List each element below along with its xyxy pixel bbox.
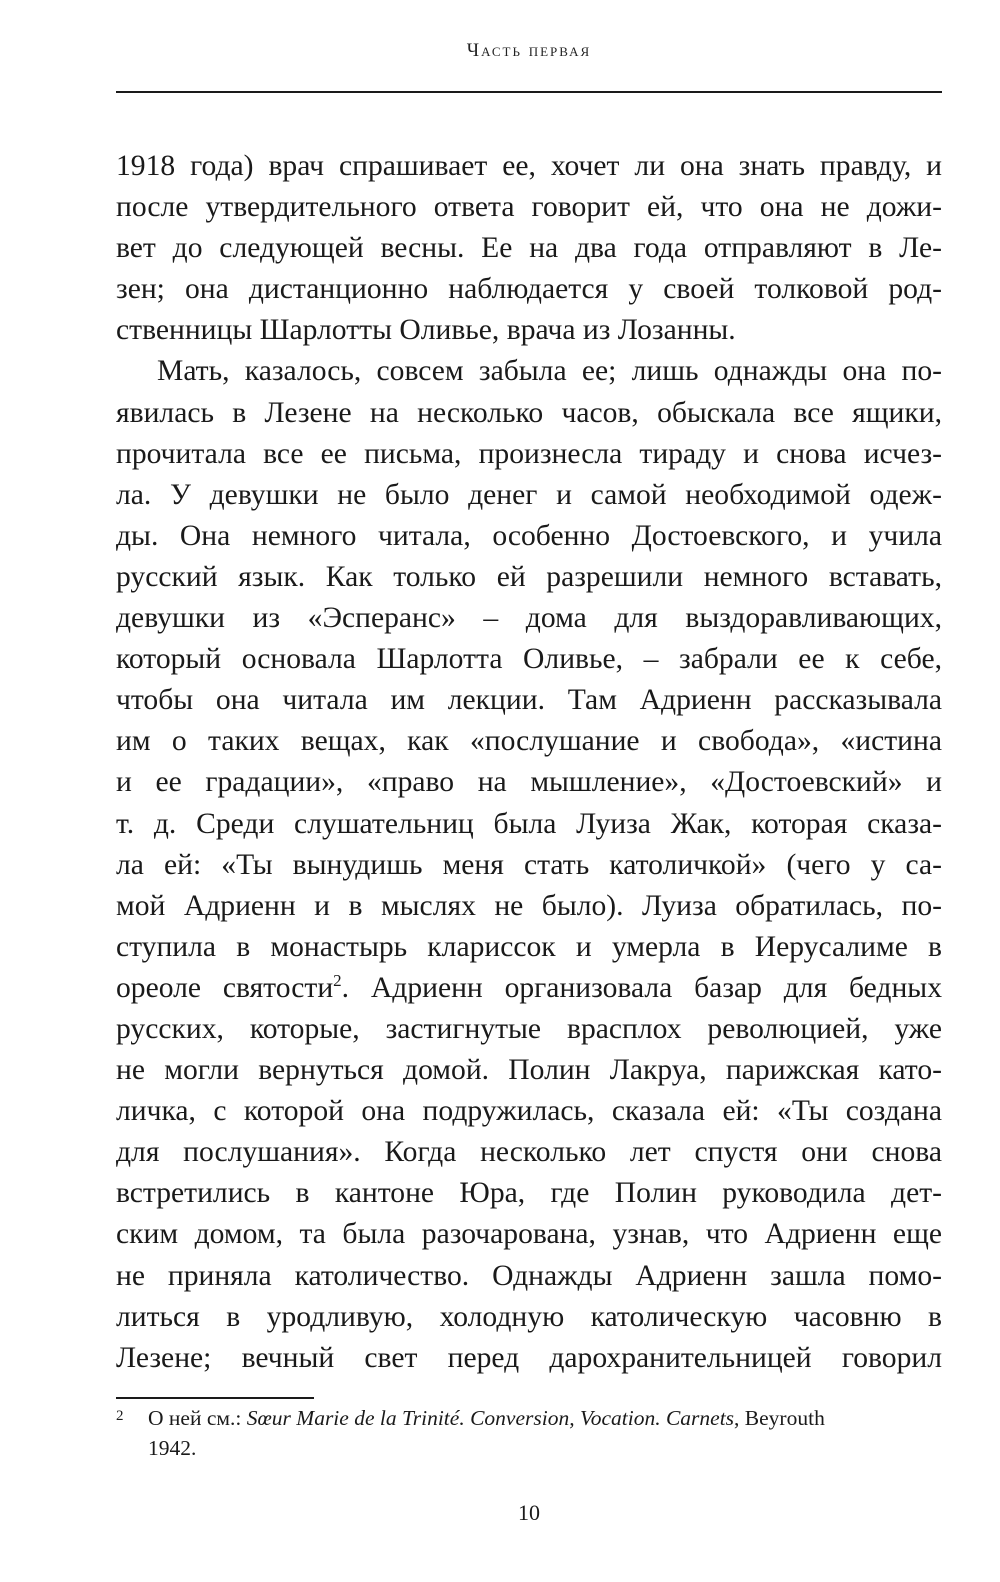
text-line: личка, с которой она подружилась, сказала ей: «Ты создана (116, 1095, 942, 1128)
text-segment: . Адриенн организовала базар для бедных (341, 971, 942, 1004)
body-text (116, 146, 942, 1379)
running-head: Часть первая (466, 40, 592, 61)
text-line: им о таких вещах, как «послушание и свобода», «истина (116, 725, 942, 758)
text-line: русских, которые, застигнутые врасплох революцией, уже (116, 1012, 942, 1045)
text-line: для послушания». Когда несколько лет спустя они снова (116, 1136, 942, 1169)
text-line: ды. Она немного читала, особенно Достоевского, и учила (116, 519, 942, 552)
text-line: прочитала все ее письма, произнесла тираду и снова исчез- (116, 437, 942, 470)
text-line: ственницы Шарлотты Оливье, врача из Лозанны. (116, 314, 736, 347)
text-line: чтобы она читала им лекции. Там Адриенн рассказывала (116, 684, 942, 717)
page-number: 10 (518, 1500, 540, 1525)
footnote-suffix: , Beyrouth (734, 1406, 825, 1430)
paragraph-first-line: Мать, казалось, совсем забыла ее; лишь однажды она по- (157, 355, 942, 388)
text-line: ла. У девушки не было денег и самой необходимой одеж- (116, 478, 942, 511)
text-line: т. д. Среди слушательниц была Луиза Жак, которая сказа- (116, 807, 942, 840)
text-segment: ореоле святости (116, 971, 334, 1004)
text-line: встретились в кантоне Юра, где Полин руководила дет- (116, 1177, 942, 1210)
text-line: русский язык. Как только ей разрешили немного вставать, (116, 560, 942, 593)
text-line: ским домом, та была разочарована, узнав, что Адриенн еще (116, 1218, 942, 1251)
text-line: девушки из «Эсперанс» – дома для выздоравливающих, (116, 602, 942, 635)
text-line: литься в уродливую, холодную католическую часовню в (116, 1300, 942, 1333)
text-line: после утвердительного ответа говорит ей, что она не дожи- (116, 191, 942, 224)
footnote-prefix: О ней см.: (148, 1406, 247, 1430)
text-line: мой Адриенн и в мыслях не было). Луиза обратилась, по- (116, 889, 942, 922)
text-line: Лезене; вечный свет перед дарохранительницей говорил (116, 1341, 942, 1374)
footnote-year: 1942. (148, 1435, 197, 1460)
footnote (116, 1404, 942, 1463)
text-line: вет до следующей весны. Ее на два года отправляют в Ле- (116, 232, 942, 265)
footnote-mark: 2 (116, 1408, 124, 1424)
footnote-source-title: Sœur Marie de la Trinité. Conversion, Vocation. Carnets (246, 1406, 735, 1430)
text-line: не приняла католичество. Однажды Адриенн зашла помо- (116, 1259, 942, 1292)
footnote-rule (116, 1397, 314, 1399)
footnote-text (116, 1404, 942, 1434)
footnote-reference[interactable]: 2 (333, 971, 342, 991)
text-line: не могли вернуться домой. Полин Лакруа, парижская като- (116, 1054, 942, 1087)
header-rule (116, 91, 942, 93)
text-line: 1918 года) врач спрашивает ее, хочет ли она знать правду, и (116, 150, 942, 182)
text-line-with-footnote-ref (116, 968, 942, 1009)
text-line: и ее градации», «право на мышление», «Достоевский» и (116, 766, 942, 799)
text-line: зен; она дистанционно наблюдается у своей толковой род- (116, 273, 942, 306)
text-line: ла ей: «Ты вынудишь меня стать католичкой» (чего у са- (116, 848, 942, 881)
text-line: ступила в монастырь клариссок и умерла в Иерусалиме в (116, 930, 942, 963)
text-line: который основала Шарлотта Оливье, – забрали ее к себе, (116, 643, 942, 676)
text-line: явилась в Лезене на несколько часов, обыскала все ящики, (116, 396, 942, 429)
